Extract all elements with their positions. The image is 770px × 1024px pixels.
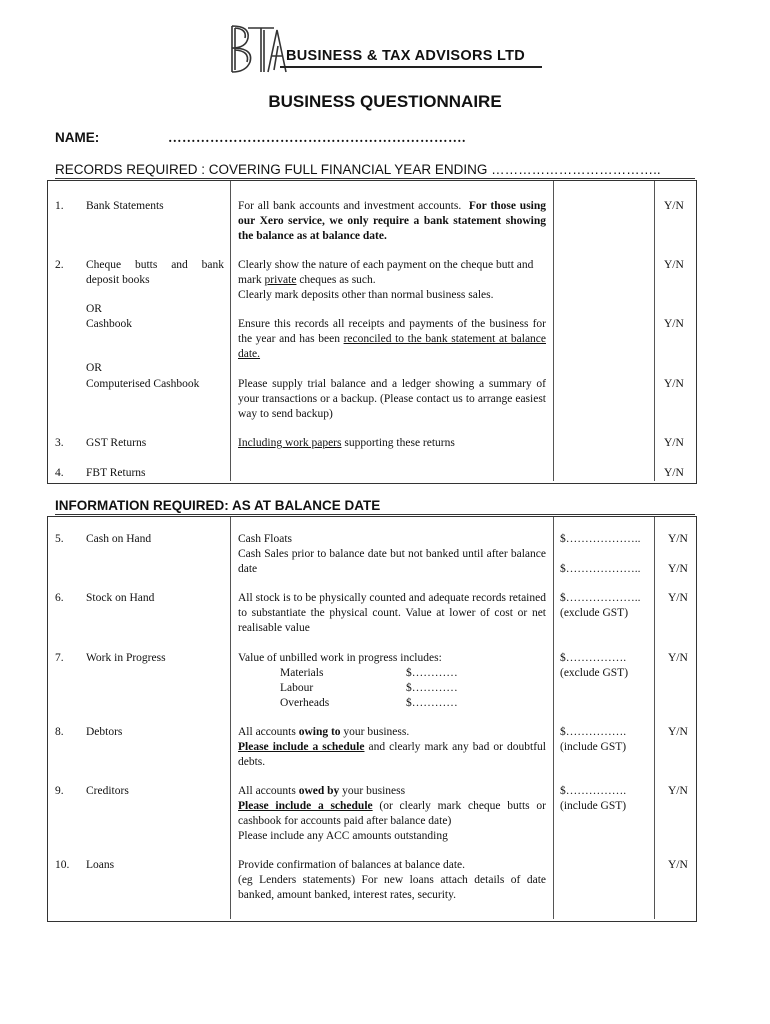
item-description: All accounts owing to your business. Please include a schedule and clearly mark any bad or doubtful debts. <box>238 726 546 768</box>
item-label: Cash on Hand <box>86 533 152 545</box>
or-label: OR <box>86 303 102 315</box>
divider <box>230 181 231 481</box>
page-title: BUSINESS QUESTIONNAIRE <box>268 92 502 111</box>
labour-amount[interactable]: $………… <box>406 682 458 694</box>
divider <box>654 517 655 919</box>
materials-label: Materials <box>280 667 324 679</box>
labour-label: Labour <box>280 682 314 694</box>
divider <box>553 181 554 481</box>
records-heading: RECORDS REQUIRED : COVERING FULL FINANCIAL YEAR ENDING ……………………………….. <box>55 162 661 177</box>
or-label: OR <box>86 362 102 374</box>
gst-note: (include GST) <box>560 741 627 753</box>
divider <box>654 181 655 481</box>
amount-field[interactable]: $……………….. <box>560 592 641 604</box>
item-label: Bank Statements <box>86 200 164 212</box>
item-description: Cash Floats <box>238 533 292 545</box>
item-label: Loans <box>86 859 115 871</box>
yn-toggle[interactable]: Y/N <box>664 259 684 271</box>
item-description: Cash Sales prior to balance date but not banked until after balance date <box>238 548 546 575</box>
overheads-amount[interactable]: $………… <box>406 697 458 709</box>
name-label: NAME: <box>55 130 100 145</box>
item-description: For all bank accounts and investment accounts. For those using our Xero service, we only require a bank statement showing the balance as at balance date. <box>238 200 547 242</box>
row-number: 9. <box>55 785 64 797</box>
yn-toggle[interactable]: Y/N <box>668 652 688 664</box>
item-label: FBT Returns <box>86 467 146 479</box>
yn-toggle[interactable]: Y/N <box>664 378 684 390</box>
yn-toggle[interactable]: Y/N <box>664 318 684 330</box>
overheads-label: Overheads <box>280 697 330 709</box>
info-heading: INFORMATION REQUIRED: AS AT BALANCE DATE <box>55 498 381 513</box>
gst-note: (exclude GST) <box>560 607 629 619</box>
yn-toggle[interactable]: Y/N <box>668 859 688 871</box>
yn-toggle[interactable]: Y/N <box>664 467 684 479</box>
divider <box>230 517 231 919</box>
item-description: Value of unbilled work in progress includes: <box>238 652 442 664</box>
row-number: 8. <box>55 726 64 738</box>
yn-toggle[interactable]: Y/N <box>664 200 684 212</box>
yn-toggle[interactable]: Y/N <box>664 437 684 449</box>
gst-note: (exclude GST) <box>560 667 629 679</box>
amount-field[interactable]: $……………….. <box>560 533 641 545</box>
yn-toggle[interactable]: Y/N <box>668 533 688 545</box>
item-label: Cashbook <box>86 318 132 330</box>
yn-toggle[interactable]: Y/N <box>668 592 688 604</box>
item-label: Cheque butts and bank deposit books <box>86 259 224 286</box>
row-number: 3. <box>55 437 64 449</box>
item-label: GST Returns <box>86 437 147 449</box>
item-label: Stock on Hand <box>86 592 155 604</box>
divider <box>55 514 695 515</box>
name-field[interactable]: ………………………………………………………. <box>168 130 466 145</box>
row-number: 5. <box>55 533 64 545</box>
logo-underline <box>280 66 542 68</box>
amount-field[interactable]: $……………. <box>560 785 627 797</box>
row-number: 1. <box>55 200 64 212</box>
item-label: Debtors <box>86 726 123 738</box>
yn-toggle[interactable]: Y/N <box>668 785 688 797</box>
item-description: Please supply trial balance and a ledger showing a summary of your transactions or a backup. (Please contact us to arrange easiest way to send backup) <box>238 378 546 420</box>
item-description: Ensure this records all receipts and payments of the business for the year and has been reconciled to the bank statement at balance date. <box>238 318 547 360</box>
item-description: All accounts owed by your business Please include a schedule (or clearly mark cheque butts or cashbook for accounts paid after balance date) Please include any ACC amounts outstanding <box>238 785 546 842</box>
divider <box>55 178 695 179</box>
yn-toggle[interactable]: Y/N <box>668 563 688 575</box>
amount-field[interactable]: $……………. <box>560 726 627 738</box>
item-description: All stock is to be physically counted and adequate records retained to substantiate the physical count. Value at lower of cost or net realisable value <box>238 592 546 634</box>
company-name: BUSINESS & TAX ADVISORS LTD <box>286 48 526 64</box>
row-number: 7. <box>55 652 64 664</box>
row-number: 6. <box>55 592 64 604</box>
item-label: Work in Progress <box>86 652 166 664</box>
row-number: 2. <box>55 259 64 271</box>
item-description: Clearly show the nature of each payment on the cheque butt and mark private cheques as such. Clearly mark deposits other than normal business sales. <box>238 259 534 301</box>
item-description: Provide confirmation of balances at balance date. (eg Lenders statements) For new loans attach details of date banked, amount banked, interest rates, security. <box>238 859 546 901</box>
yn-toggle[interactable]: Y/N <box>668 726 688 738</box>
bta-logo-icon <box>228 20 288 76</box>
item-label: Creditors <box>86 785 129 797</box>
row-number: 10. <box>55 859 70 871</box>
item-label: Computerised Cashbook <box>86 378 200 390</box>
gst-note: (include GST) <box>560 800 627 812</box>
item-description: Including work papers supporting these returns <box>238 437 455 449</box>
materials-amount[interactable]: $………… <box>406 667 458 679</box>
row-number: 4. <box>55 467 64 479</box>
amount-field[interactable]: $……………….. <box>560 563 641 575</box>
amount-field[interactable]: $……………. <box>560 652 627 664</box>
divider <box>553 517 554 919</box>
